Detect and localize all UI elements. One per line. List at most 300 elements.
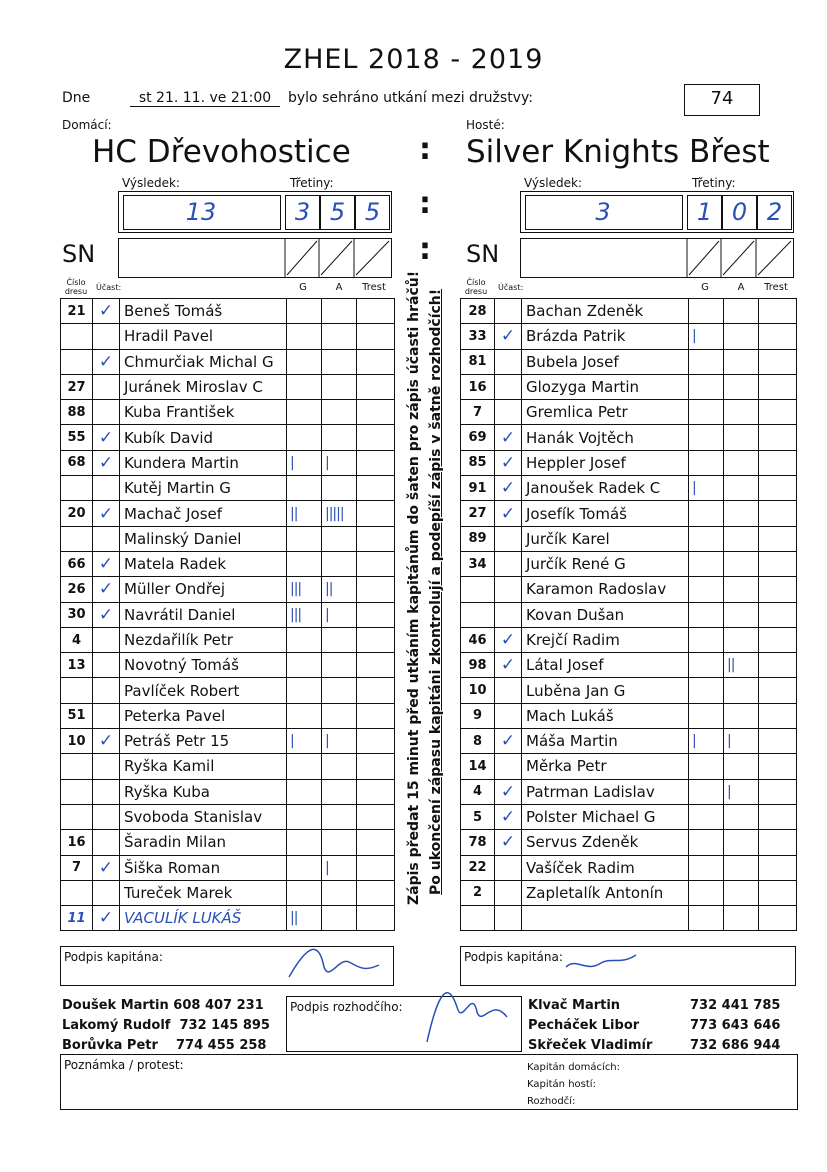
player-number: 98 xyxy=(461,653,495,678)
separator-colon: : xyxy=(419,232,431,267)
home-captain-sign-label: Podpis kapitána: xyxy=(64,950,163,964)
assists-tally xyxy=(322,551,357,576)
penalty-cell xyxy=(759,906,797,931)
player-name: VACULÍK LUKÁŠ xyxy=(120,906,287,931)
attendance-check: ✓ xyxy=(495,830,522,855)
attendance-check: ✓ xyxy=(495,729,522,754)
attendance-check xyxy=(495,551,522,576)
table-row xyxy=(61,324,395,349)
player-number: 9 xyxy=(461,703,495,728)
assists-tally xyxy=(724,400,759,425)
away-col-g: G xyxy=(701,282,709,293)
assists-tally xyxy=(724,703,759,728)
attendance-check xyxy=(93,526,120,551)
goals-tally xyxy=(689,855,724,880)
player-number: 11 xyxy=(61,906,93,931)
penalty-cell xyxy=(759,476,797,501)
penalty-cell xyxy=(759,779,797,804)
home-col-a: A xyxy=(335,282,343,293)
table-row xyxy=(461,906,797,931)
assists-tally xyxy=(322,324,357,349)
player-name: Kovan Dušan xyxy=(522,602,689,627)
player-name: Kutěj Martin G xyxy=(120,476,287,501)
assists-tally xyxy=(724,349,759,374)
goals-tally: ||| xyxy=(287,577,322,602)
footer-labels xyxy=(527,1059,620,1110)
assists-tally: || xyxy=(724,653,759,678)
player-number: 14 xyxy=(461,754,495,779)
player-name: Krejčí Radim xyxy=(522,627,689,652)
penalty-cell xyxy=(357,627,395,652)
separator-colon: : xyxy=(419,186,431,221)
player-number: 88 xyxy=(61,400,93,425)
attendance-check: ✓ xyxy=(495,804,522,829)
attendance-check xyxy=(93,703,120,728)
penalty-cell xyxy=(357,526,395,551)
table-row xyxy=(61,400,395,425)
table-row xyxy=(461,400,797,425)
assists-tally xyxy=(724,577,759,602)
attendance-check: ✓ xyxy=(93,349,120,374)
player-name: Josefík Tomáš xyxy=(522,501,689,526)
attendance-check xyxy=(93,400,120,425)
goals-tally xyxy=(287,855,322,880)
player-number: 68 xyxy=(61,450,93,475)
player-number: 22 xyxy=(461,855,495,880)
player-number: 46 xyxy=(461,627,495,652)
penalty-cell xyxy=(357,602,395,627)
player-name: Svoboda Stanislav xyxy=(120,804,287,829)
contact-name: Borůvka Petr xyxy=(62,1038,158,1053)
table-row xyxy=(461,855,797,880)
player-number xyxy=(61,476,93,501)
goals-tally xyxy=(689,551,724,576)
goals-tally: || xyxy=(287,906,322,931)
player-number: 7 xyxy=(461,400,495,425)
penalty-cell xyxy=(357,703,395,728)
assists-tally: | xyxy=(322,729,357,754)
table-row xyxy=(461,476,797,501)
player-name: Nezdařilík Petr xyxy=(120,627,287,652)
goals-tally xyxy=(689,906,724,931)
played-text: bylo sehráno utkání mezi družstvy: xyxy=(288,90,533,106)
goals-tally xyxy=(287,374,322,399)
home-score: 13 xyxy=(185,198,217,226)
attendance-check xyxy=(93,804,120,829)
table-row xyxy=(461,450,797,475)
table-row xyxy=(61,855,395,880)
goals-tally: | xyxy=(689,324,724,349)
goals-tally xyxy=(689,526,724,551)
penalty-cell xyxy=(759,400,797,425)
penalty-cell xyxy=(357,855,395,880)
penalty-cell xyxy=(357,299,395,324)
penalty-cell xyxy=(357,425,395,450)
goals-tally xyxy=(287,779,322,804)
player-number: 55 xyxy=(61,425,93,450)
player-name: Látal Josef xyxy=(522,653,689,678)
goals-tally xyxy=(287,349,322,374)
table-row xyxy=(461,349,797,374)
contacts-left xyxy=(62,996,270,1056)
attendance-check xyxy=(93,754,120,779)
goals-tally xyxy=(689,501,724,526)
assists-tally xyxy=(724,526,759,551)
player-number: 51 xyxy=(61,703,93,728)
home-col-g: G xyxy=(299,282,307,293)
player-name: Glozyga Martin xyxy=(522,374,689,399)
away-col-penalty: Trest xyxy=(764,282,788,293)
attendance-check: ✓ xyxy=(495,425,522,450)
table-row xyxy=(461,779,797,804)
goals-tally xyxy=(287,678,322,703)
player-name: Kubík David xyxy=(120,425,287,450)
player-number: 7 xyxy=(61,855,93,880)
penalty-cell xyxy=(357,678,395,703)
attendance-check xyxy=(93,653,120,678)
penalty-cell xyxy=(759,703,797,728)
table-row xyxy=(61,501,395,526)
contact-name: Klvač Martin xyxy=(528,998,621,1013)
table-row xyxy=(461,678,797,703)
contact-name: Skřeček Vladimír xyxy=(528,1038,653,1053)
goals-tally xyxy=(689,830,724,855)
player-name: Pavlíček Robert xyxy=(120,678,287,703)
table-row xyxy=(61,577,395,602)
table-row xyxy=(461,627,797,652)
assists-tally xyxy=(724,627,759,652)
player-name: Hanák Vojtěch xyxy=(522,425,689,450)
table-row xyxy=(61,830,395,855)
away-team-name: Silver Knights Břest xyxy=(466,134,770,170)
player-number: 89 xyxy=(461,526,495,551)
penalty-cell xyxy=(759,299,797,324)
player-number xyxy=(61,779,93,804)
goals-tally: | xyxy=(287,729,322,754)
away-period-2: 0 xyxy=(731,198,748,226)
attendance-check xyxy=(495,526,522,551)
penalty-cell xyxy=(357,551,395,576)
table-row xyxy=(461,577,797,602)
away-sn-label: SN xyxy=(466,240,500,268)
player-number: 28 xyxy=(461,299,495,324)
attendance-check: ✓ xyxy=(495,476,522,501)
attendance-check: ✓ xyxy=(495,450,522,475)
player-number: 4 xyxy=(461,779,495,804)
player-number xyxy=(461,906,495,931)
table-row xyxy=(61,754,395,779)
home-sn-box xyxy=(118,238,392,278)
assists-tally xyxy=(322,627,357,652)
goals-tally xyxy=(287,703,322,728)
attendance-check: ✓ xyxy=(93,551,120,576)
table-row xyxy=(461,324,797,349)
goals-tally xyxy=(287,476,322,501)
home-sn-label: SN xyxy=(62,240,96,268)
player-number: 85 xyxy=(461,450,495,475)
player-number xyxy=(461,577,495,602)
assists-tally xyxy=(724,324,759,349)
goals-tally xyxy=(689,349,724,374)
contact-phone: 608 407 231 xyxy=(173,998,264,1013)
player-number: 10 xyxy=(461,678,495,703)
table-row xyxy=(461,754,797,779)
player-number: 2 xyxy=(461,880,495,905)
player-number xyxy=(61,678,93,703)
player-name: Chmurčiak Michal G xyxy=(120,349,287,374)
goals-tally xyxy=(287,299,322,324)
attendance-check xyxy=(495,703,522,728)
table-row xyxy=(461,425,797,450)
date-label: Dne xyxy=(62,90,91,106)
contact-phone: 732 441 785 xyxy=(690,998,781,1013)
away-result-box xyxy=(520,191,794,233)
penalty-cell xyxy=(357,349,395,374)
home-sn-slashes xyxy=(283,239,391,277)
player-name: Měrka Petr xyxy=(522,754,689,779)
player-name: Mach Lukáš xyxy=(522,703,689,728)
player-name: Janoušek Radek C xyxy=(522,476,689,501)
referee-signature xyxy=(407,967,517,1047)
table-row xyxy=(61,526,395,551)
attendance-check: ✓ xyxy=(93,602,120,627)
away-score: 3 xyxy=(595,198,611,226)
goals-tally: ||| xyxy=(287,602,322,627)
penalty-cell xyxy=(759,880,797,905)
player-number: 16 xyxy=(461,374,495,399)
player-number: 20 xyxy=(61,501,93,526)
player-number: 26 xyxy=(61,577,93,602)
player-number xyxy=(61,324,93,349)
player-number: 10 xyxy=(61,729,93,754)
player-name: Zapletalík Antonín xyxy=(522,880,689,905)
attendance-check xyxy=(93,476,120,501)
player-name: Ryška Kamil xyxy=(120,754,287,779)
assists-tally xyxy=(322,349,357,374)
contact-phone: 774 455 258 xyxy=(176,1038,267,1053)
goals-tally xyxy=(689,653,724,678)
penalty-cell xyxy=(759,804,797,829)
table-row xyxy=(461,551,797,576)
player-number: 21 xyxy=(61,299,93,324)
assists-tally xyxy=(724,880,759,905)
table-row xyxy=(461,880,797,905)
player-name: Matela Radek xyxy=(120,551,287,576)
penalty-cell xyxy=(759,349,797,374)
goals-tally xyxy=(287,425,322,450)
assists-tally xyxy=(724,551,759,576)
home-result-box xyxy=(118,191,392,233)
assists-tally: | xyxy=(322,602,357,627)
attendance-check xyxy=(495,299,522,324)
penalty-cell xyxy=(357,476,395,501)
table-row xyxy=(461,526,797,551)
assists-tally xyxy=(322,703,357,728)
player-name: Luběna Jan G xyxy=(522,678,689,703)
player-number: 5 xyxy=(461,804,495,829)
table-row xyxy=(61,729,395,754)
home-col-penalty: Trest xyxy=(362,282,386,293)
assists-tally xyxy=(322,779,357,804)
player-number xyxy=(61,526,93,551)
penalty-cell xyxy=(759,678,797,703)
assists-tally xyxy=(724,678,759,703)
assists-tally xyxy=(322,476,357,501)
table-row xyxy=(61,374,395,399)
attendance-check: ✓ xyxy=(93,450,120,475)
table-row xyxy=(61,627,395,652)
assists-tally xyxy=(724,450,759,475)
penalty-cell xyxy=(357,906,395,931)
attendance-check xyxy=(495,400,522,425)
penalty-cell xyxy=(759,830,797,855)
attendance-check: ✓ xyxy=(93,577,120,602)
goals-tally xyxy=(689,627,724,652)
note-label: Poznámka / protest: xyxy=(64,1058,184,1072)
table-row xyxy=(61,678,395,703)
goals-tally xyxy=(287,880,322,905)
table-row xyxy=(61,476,395,501)
home-col-number: Číslo dresu xyxy=(64,278,88,296)
table-row xyxy=(461,374,797,399)
table-row xyxy=(461,804,797,829)
referee-signature-box xyxy=(286,996,522,1052)
table-row xyxy=(461,830,797,855)
attendance-check: ✓ xyxy=(93,729,120,754)
match-number: 74 xyxy=(684,84,760,116)
attendance-check xyxy=(93,779,120,804)
penalty-cell xyxy=(357,324,395,349)
goals-tally xyxy=(689,450,724,475)
player-number xyxy=(61,754,93,779)
player-name: Brázda Patrik xyxy=(522,324,689,349)
table-row xyxy=(61,425,395,450)
instruction-note-1: Zápis předat 15 minut před utkáním kapitánům do šaten pro zápis účasti hráčů! xyxy=(406,270,422,905)
goals-tally xyxy=(689,602,724,627)
assists-tally xyxy=(322,754,357,779)
player-name: Kundera Martin xyxy=(120,450,287,475)
attendance-check xyxy=(93,830,120,855)
goals-tally xyxy=(287,653,322,678)
player-name: Ryška Kuba xyxy=(120,779,287,804)
attendance-check: ✓ xyxy=(93,425,120,450)
assists-tally: | xyxy=(322,450,357,475)
penalty-cell xyxy=(759,450,797,475)
penalty-cell xyxy=(357,374,395,399)
table-row xyxy=(61,653,395,678)
penalty-cell xyxy=(759,526,797,551)
penalty-cell xyxy=(759,653,797,678)
player-name: Polster Michael G xyxy=(522,804,689,829)
contact-name: Pecháček Libor xyxy=(528,1018,640,1033)
penalty-cell xyxy=(357,754,395,779)
attendance-check: ✓ xyxy=(495,653,522,678)
contact-phone: 732 145 895 xyxy=(179,1018,270,1033)
player-name: Bubela Josef xyxy=(522,349,689,374)
home-captain-signature-box xyxy=(60,946,394,986)
table-row xyxy=(61,602,395,627)
attendance-check xyxy=(495,678,522,703)
attendance-check xyxy=(495,349,522,374)
attendance-check: ✓ xyxy=(495,627,522,652)
contacts-right-phones xyxy=(690,996,780,1056)
table-row xyxy=(461,703,797,728)
goals-tally xyxy=(287,324,322,349)
contact-name: Lakomý Rudolf xyxy=(62,1018,171,1033)
assists-tally xyxy=(322,400,357,425)
home-label: Domácí: xyxy=(62,118,112,132)
assists-tally: | xyxy=(724,779,759,804)
penalty-cell xyxy=(357,450,395,475)
assists-tally: ||||| xyxy=(322,501,357,526)
penalty-cell xyxy=(759,855,797,880)
player-number: 27 xyxy=(61,374,93,399)
player-name: Juránek Miroslav C xyxy=(120,374,287,399)
penalty-cell xyxy=(759,602,797,627)
penalty-cell xyxy=(357,830,395,855)
player-name: Hradil Pavel xyxy=(120,324,287,349)
table-row xyxy=(61,299,395,324)
goals-tally xyxy=(689,299,724,324)
player-number: 4 xyxy=(61,627,93,652)
goals-tally xyxy=(287,754,322,779)
player-name: Malinský Daniel xyxy=(120,526,287,551)
player-name: Novotný Tomáš xyxy=(120,653,287,678)
home-roster-table xyxy=(60,298,395,931)
away-result-label: Výsledek: xyxy=(524,176,582,190)
goals-tally: | xyxy=(689,729,724,754)
penalty-cell xyxy=(759,501,797,526)
assists-tally xyxy=(322,906,357,931)
footer-home-captain: Kapitán domácích: xyxy=(527,1062,621,1073)
player-number: 13 xyxy=(61,653,93,678)
goals-tally: | xyxy=(689,476,724,501)
player-name: Karamon Radoslav xyxy=(522,577,689,602)
table-row xyxy=(461,729,797,754)
player-name: Navrátil Daniel xyxy=(120,602,287,627)
player-name: Müller Ondřej xyxy=(120,577,287,602)
penalty-cell xyxy=(759,729,797,754)
away-captain-sign-label: Podpis kapitána: xyxy=(464,950,563,964)
attendance-check xyxy=(495,880,522,905)
assists-tally xyxy=(322,425,357,450)
assists-tally xyxy=(724,754,759,779)
player-number: 66 xyxy=(61,551,93,576)
player-name: Patrman Ladislav xyxy=(522,779,689,804)
table-row xyxy=(61,779,395,804)
player-name: Petráš Petr 15 xyxy=(120,729,287,754)
goals-tally xyxy=(287,627,322,652)
attendance-check xyxy=(93,374,120,399)
player-name: Vašíček Radim xyxy=(522,855,689,880)
note-box xyxy=(60,1054,798,1110)
player-name: Kuba František xyxy=(120,400,287,425)
goals-tally xyxy=(689,678,724,703)
home-period-1: 3 xyxy=(294,198,311,226)
away-roster-table xyxy=(460,298,797,931)
player-name: Machač Josef xyxy=(120,501,287,526)
goals-tally xyxy=(287,526,322,551)
away-label: Hosté: xyxy=(466,118,505,132)
table-row xyxy=(61,880,395,905)
contact-name: Doušek Martin xyxy=(62,998,169,1013)
penalty-cell xyxy=(759,425,797,450)
attendance-check: ✓ xyxy=(495,501,522,526)
table-row xyxy=(461,299,797,324)
goals-tally xyxy=(287,804,322,829)
player-name: Jurčík Karel xyxy=(522,526,689,551)
penalty-cell xyxy=(357,779,395,804)
